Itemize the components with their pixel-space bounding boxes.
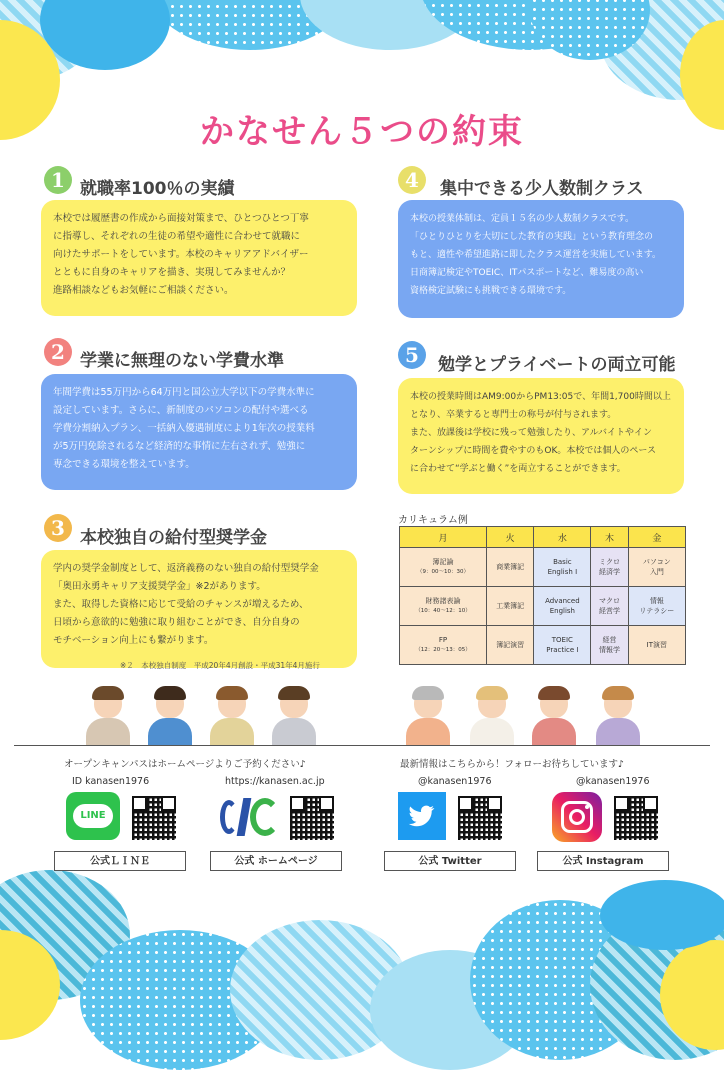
website-qr-code[interactable] [290,796,334,840]
section-number-4: 4 [398,166,426,194]
table-cell: TOEIC Practice Ⅰ [534,626,591,665]
table-cell: ミクロ 経済学 [591,548,628,587]
section-body-1: 本校では履歴書の作成から面接対策まで、ひとつひとつ丁寧 に指導し、それぞれの生徒の希望や適性に合わせて就職に 向けたサポートをしています。本校のキャリアアドバイザー とともに自身のキャリアを描き、実現してみませんか？ 進路相談などもお気軽にご相談ください。 [41,200,357,316]
twitter-label[interactable]: 公式 Twitter [384,851,516,871]
day-header: 金 [628,527,685,548]
line-icon[interactable]: LINE [66,792,120,840]
table-cell: IT演習 [628,626,685,665]
day-header: 水 [534,527,591,548]
website-url: https://kanasen.ac.jp [225,776,325,787]
table-cell: 財務諸表論 （10：40～12：10） [400,587,487,626]
scholarship-note: ※２ 本校独自制度 平成20年4月創設・平成31年4月施行 [120,661,320,670]
line-label[interactable]: 公式ＬＩＮＥ [54,851,186,871]
student-illustration [532,688,576,746]
student-illustration [210,688,254,746]
table-cell: FP （12：20～13：05） [400,626,487,665]
line-qr-code[interactable] [132,796,176,840]
instagram-label[interactable]: 公式 Instagram [537,851,669,871]
table-cell: 工業簿記 [486,587,533,626]
instagram-handle: @kanasen1976 [576,776,650,787]
table-row [400,587,686,626]
student-illustration [470,688,514,746]
curriculum-label: カリキュラム例 [398,515,468,526]
section-number-3: 3 [44,514,72,542]
curriculum-table [399,526,686,665]
twitter-handle: @kanasen1976 [418,776,492,787]
curriculum-header-row [400,527,686,548]
section-heading-3: 本校独自の給付型奨学金 [80,528,267,548]
open-campus-caption: オープンキャンパスはホームページよりご予約ください♪ [64,759,306,770]
table-cell: 簿記演習 [486,626,533,665]
section-body-2: 年間学費は55万円から64万円と国公立大学以下の学費水準に 設定しています。さらに、新制度のパソコンの配付や選べる 学費分割納入プラン、一括納入優遇制度により1年次の授業料 が5万円免除されるなど経済的な事情に左右されず、勉強に 専念できる環境を整えています。 [41,374,357,490]
table-cell: 経営 情報学 [591,626,628,665]
table-cell: Advanced English [534,587,591,626]
section-heading-5: 勉学とプライベートの両立可能 [438,355,676,375]
section-heading-2: 学業に無理のない学費水準 [80,351,284,371]
table-cell: 商業簿記 [486,548,533,587]
page-title: かなせん５つの約束 [200,112,524,152]
instagram-qr-code[interactable] [614,796,658,840]
student-illustration [596,688,640,746]
section-body-5: 本校の授業時間はAM9:00からPM13:05で、年間1,700時間以上 となり、卒業すると専門士の称号が付与されます。 また、放課後は学校に残って勉強したり、アルバイトやイン ターンシップに時間を費やすのもOK。本校では個人のペース に合わせて“学ぶと働く”を両立することができます。 [398,378,684,494]
table-cell: 情報 リテラシー [628,587,685,626]
section-heading-1: 就職率100％の実績 [80,179,235,199]
school-logo-icon[interactable] [220,794,280,840]
student-illustration [272,688,316,746]
table-cell: パソコン 入門 [628,548,685,587]
instagram-icon[interactable] [552,792,602,842]
table-row [400,626,686,665]
table-cell: 簿記論 （9：00～10：30） [400,548,487,587]
divider [14,745,710,746]
day-header: 月 [400,527,487,548]
cloud-decoration [600,880,724,950]
section-number-2: 2 [44,338,72,366]
section-body-4: 本校の授業体制は、定員１５名の少人数制クラスです。 「ひとりひとりを大切にした教育の実践」という教育理念の もと、適性や希望進路に即したクラス運営を実施しています。 日商簿記検定やTOEIC、ITパスポートなど、難易度の高い 資格検定試験にも挑戦できる環境です。 [398,200,684,318]
table-row [400,548,686,587]
section-body-3: 学内の奨学金制度として、返済義務のない独自の給付型奨学金 「奥田永勇キャリア支援奨学金」※2があります。 また、取得した資格に応じて受給のチャンスが増えるため、 日頃から意欲的に勉強に取り組むことができ、自分自身の モチベーション向上にも繋がります。 [41,550,357,668]
day-header: 木 [591,527,628,548]
twitter-icon[interactable] [398,792,446,840]
section-heading-4: 集中できる少人数制クラス [440,179,644,199]
section-number-5: 5 [398,341,426,369]
table-cell: マクロ 経営学 [591,587,628,626]
day-header: 火 [486,527,533,548]
student-illustration [148,688,192,746]
student-illustration [86,688,130,746]
twitter-qr-code[interactable] [458,796,502,840]
student-illustration [406,688,450,746]
section-number-1: 1 [44,166,72,194]
website-label[interactable]: 公式 ホームページ [210,851,342,871]
table-cell: Basic English Ⅰ [534,548,591,587]
line-id: ID kanasen1976 [72,776,150,787]
follow-caption: 最新情報はこちらから！フォローお待ちしています♪ [400,759,625,770]
